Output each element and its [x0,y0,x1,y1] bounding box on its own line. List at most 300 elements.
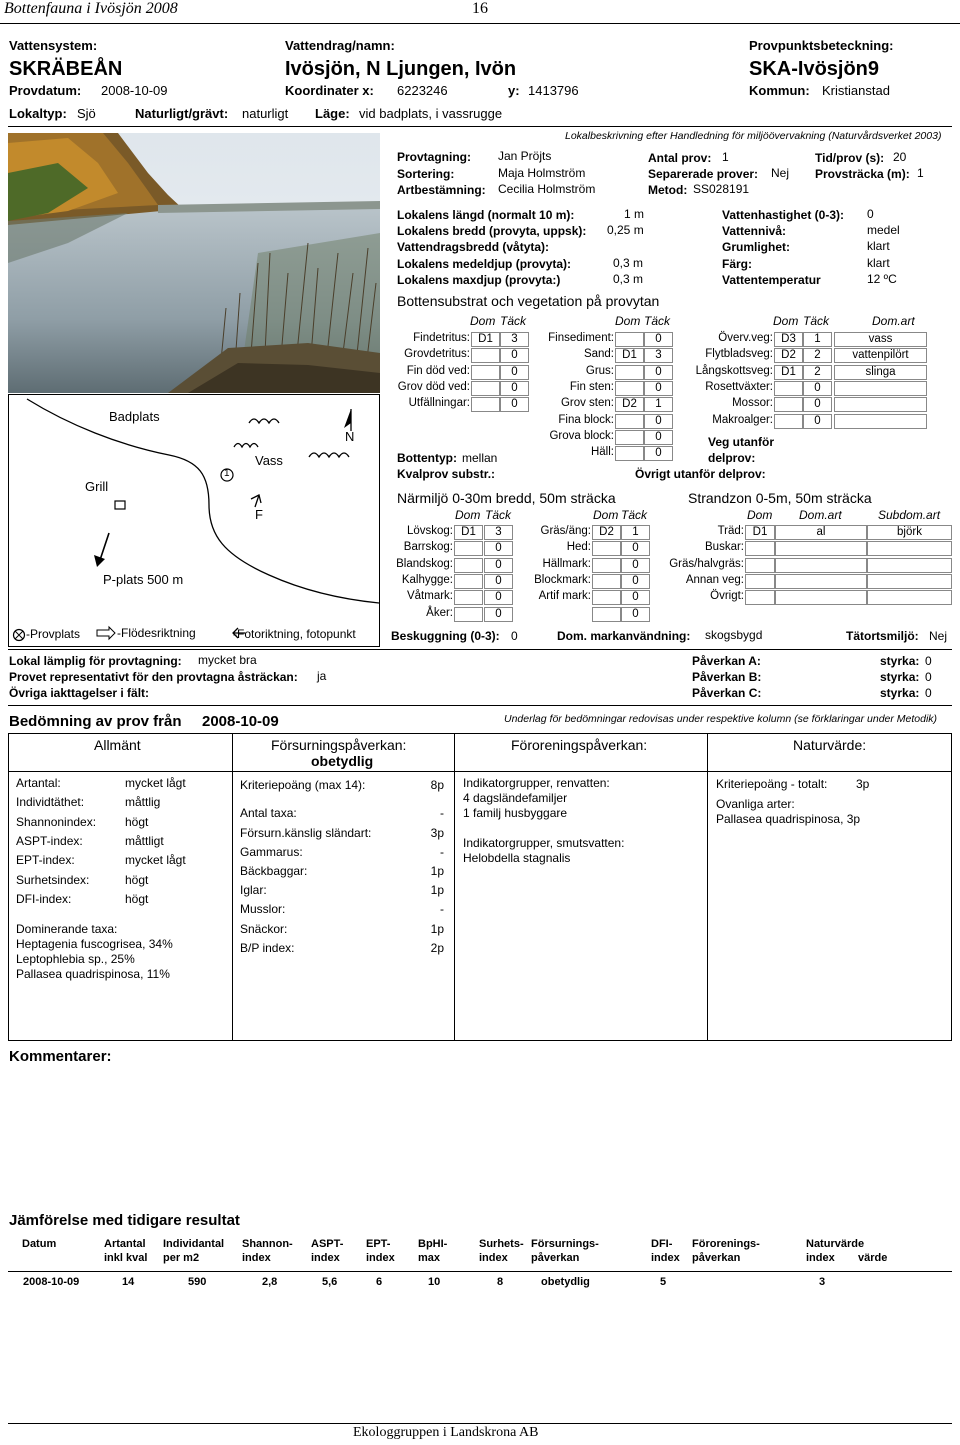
paverkan-styrka-label: styrka: [880,654,920,668]
forsurning-row-label: Bäckbaggar: [240,864,308,878]
markanvandning-label: Dom. markanvändning: [557,629,691,643]
jamforelse-header: BpHI- [418,1238,448,1250]
nar-col1-tack: 0 [484,590,513,605]
sub-col3-dom [774,381,803,396]
provpunkt-value: SKA-Ivösjön9 [749,58,880,80]
strandzon-dom-header: Dom [747,508,773,522]
jamforelse-header: Förorenings- [692,1238,760,1250]
sub-col2-tack: 0 [644,414,673,429]
maxdjup-value: 0,3 m [613,272,644,286]
kvalprov-label: Kvalprov substr.: [397,467,496,481]
substrat-title: Bottensubstrat och vegetation på provytan [397,293,660,309]
substrat-col3-dom-header: Dom [773,314,799,328]
paverkan-label: Påverkan C: [692,686,762,700]
sub-col2-tack: 0 [644,446,673,461]
strandzon-label: Annan veg: [685,573,744,586]
langd-label: Lokalens längd (normalt 10 m): [397,208,575,222]
sub-col1-tack: 0 [500,365,529,380]
forsurning-row-value: - [440,806,444,820]
nar-col2-dom [592,558,621,573]
sub-col2-tack: 0 [644,381,673,396]
koordinat-y-value: 1413796 [528,83,579,98]
antal-prov-label: Antal prov: [648,151,712,165]
sub-col3-tack: 0 [803,381,832,396]
sub-col3-label: Överv.veg: [718,332,773,344]
sub-col3-dom [774,397,803,412]
nar-col1-label: Kalhygge: [401,573,453,586]
allmant-row-value: högt [125,814,149,829]
allmant-row-value: högt [125,872,149,887]
forsurning-row-label: B/P index: [240,941,295,955]
strandzon-subdomart [867,558,952,573]
lokalbeskrivning-note: Lokalbeskrivning efter Handledning för miljöövervakning (Naturvårdsverket 2003) [565,130,942,142]
jamforelse-title: Jämförelse med tidigare resultat [9,1212,240,1229]
sub-col1-tack: 0 [500,381,529,396]
bedomning-title: Bedömning av prov från [9,713,182,730]
sub-col2-dom [615,430,644,445]
map-label-badplats: Badplats [109,409,160,424]
kommun-label: Kommun: [749,83,810,98]
vattenniva-value: medel [867,223,900,237]
forsurning-row-label: Gammarus: [240,845,303,859]
forsurning-row-value: 1p [430,864,444,878]
paverkan-styrka-label: styrka: [880,670,920,684]
legend-provplats: -Provplats [26,627,81,641]
nar-col1-label: Lövskog: [406,525,453,537]
fororening-header: Föroreningspåverkan: [511,737,648,753]
vattentemperatur-label: Vattentemperatur [722,273,821,287]
strandzon-subdomart: björk [867,525,952,540]
narmiljo-col1-tack-header: Täck [485,508,512,522]
sub-col3-art: slinga [834,365,927,380]
naturvarde-kriterie-label: Kriteriepoäng - totalt: [716,777,828,791]
nar-col2-dom [592,541,621,556]
fororening-line: Indikatorgrupper, smutsvatten: [463,836,625,850]
nar-col2-tack: 0 [621,558,650,573]
forsurning-row-label: Musslor: [240,902,286,916]
narmiljo-title: Närmiljö 0-30m bredd, 50m sträcka [397,490,616,506]
jamforelse-cell: 5 [660,1276,667,1288]
ovrigt-utanfor-label: Övrigt utanför delprov: [635,467,766,481]
provdatum-label: Provdatum: [9,83,82,98]
sub-col3-art: vass [834,332,927,347]
page-number: 16 [472,0,488,17]
jamforelse-cell: 6 [376,1276,383,1288]
ovanliga-arter-label: Ovanliga arter: [716,797,795,811]
antal-prov-value: 1 [722,150,729,164]
sub-col2-dom [615,414,644,429]
allmant-row-value: mycket lågt [125,776,186,790]
sub-col2-tack: 0 [644,430,673,445]
hastighet-value: 0 [867,207,874,221]
forsurning-header: Försurningspåverkan: [271,737,407,753]
jamforelse-header: Naturvärde [806,1238,865,1250]
forsurning-row-label: Snäckor: [240,922,288,936]
jamforelse-header: DFI- [651,1238,673,1250]
grumlighet-value: klart [867,239,890,253]
strandzon-domart-header: Dom.art [799,508,842,522]
vattendragsbredd-label: Vattendragsbredd (våtyta): [397,240,550,254]
sub-col1-tack: 0 [500,348,529,363]
nar-col1-label: Åker: [426,606,453,619]
dominerande-taxon: Leptophlebia sp., 25% [16,952,135,966]
fororening-line: 1 familj husbyggare [463,806,568,820]
bedomning-note: Underlag för bedömningar redovisas under respektive kolumn (se förklaringar under Metodik) [504,713,938,725]
jamforelse-header-sub: index [242,1252,271,1264]
sub-col2-label: Grov sten: [560,397,614,410]
dominerande-taxon: Pallasea quadrispinosa, 11% [16,967,170,981]
jamforelse-header-sub: värde [858,1252,888,1264]
paverkan-styrka-value: 0 [925,670,932,684]
sub-col1-label: Findetritus: [413,332,470,344]
dominerande-label: Dominerande taxa: [16,922,118,936]
jamforelse-header-sub: index [806,1252,835,1264]
sub-col1-dom [471,381,500,396]
nar-col1-label: Blandskog: [396,557,453,570]
substrat-col1-tack-header: Täck [500,314,527,328]
provtagning-value: Jan Pröjts [498,149,552,163]
allmant-row-label: Individtäthet: [16,795,85,810]
representativt-label: Provet representativt för den provtagna åsträckan: [9,670,298,684]
separerade-label: Separerade prover: [648,167,759,181]
jamforelse-header-sub: påverkan [692,1252,741,1264]
sub-col2-dom [615,446,644,461]
sub-col2-dom: D1 [615,348,644,363]
sub-col3-dom [774,414,803,429]
nar-col1-tack: 0 [484,574,513,589]
substrat-col2-tack-header: Täck [644,314,671,328]
artbestamning-label: Artbestämning: [397,183,486,197]
provstracka-value: 1 [917,166,924,180]
veg-utanfor-label: Veg utanför [708,435,775,449]
sub-col2-label: Finsediment: [548,332,614,344]
nar-col2-label: Hällmark: [542,557,591,570]
forsurning-value: obetydlig [311,753,374,769]
separerade-value: Nej [771,166,790,180]
strandzon-dom [745,590,775,605]
koordinat-y-label: y: [508,83,520,98]
hastighet-label: Vattenhastighet (0-3): [722,208,845,222]
sub-col3-art [834,381,927,396]
jamforelse-header: ASPT- [311,1238,344,1250]
naturligt-label: Naturligt/grävt: [135,106,229,121]
map-label-f: F [255,507,263,522]
strandzon-domart [775,574,867,589]
nar-col2-dom: D2 [592,525,621,540]
tidprov-value: 20 [893,150,907,164]
bredd-value: 0,25 m [607,223,644,237]
sub-col2-tack: 0 [644,332,673,347]
provpunkt-label: Provpunktsbeteckning: [749,38,894,53]
jamforelse-header: EPT- [366,1238,391,1250]
sub-col2-label: Häll: [590,446,614,459]
sub-col3-dom: D2 [774,348,803,363]
jamforelse-header: Försurnings- [531,1238,599,1250]
substrat-col3-domart-header: Dom.art [872,314,915,328]
nar-col2-label: Artif mark: [538,590,591,603]
jamforelse-cell: 5,6 [322,1276,338,1288]
sub-col3-tack: 1 [803,332,832,347]
jamforelse-header-sub: max [418,1252,441,1264]
nar-col2-dom [592,590,621,605]
ovanliga-arter-value: Pallasea quadrispinosa, 3p [716,812,861,826]
vattensystem-label: Vattensystem: [9,38,98,53]
nar-col2-tack: 0 [621,574,650,589]
forsurning-row-value: 8p [430,778,444,792]
sub-col1-label: Utfällningar: [408,397,470,410]
legend-flodesriktning: -Flödesriktning [117,626,196,640]
report-title: Bottenfauna i Ivösjön 2008 [4,0,178,17]
jamforelse-header-sub: påverkan [531,1252,580,1264]
kommentarer-label: Kommentarer: [9,1048,112,1065]
allmant-row-value: måttlig [125,795,161,810]
markanvandning-value: skogsbygd [705,628,763,642]
sub-col2-dom [615,381,644,396]
jamforelse-header-sub: inkl kval [104,1252,148,1264]
jamforelse-header: Individantal [163,1238,225,1250]
nar-col2-tack: 0 [621,607,650,622]
lamplig-label: Lokal lämplig för provtagning: [9,654,182,668]
sub-col3-dom: D3 [774,332,803,347]
sub-col3-tack: 2 [803,348,832,363]
allmant-header: Allmänt [94,737,141,753]
provtagning-label: Provtagning: [397,150,471,164]
farg-label: Färg: [722,257,752,271]
site-map [8,394,380,647]
dominerande-taxon: Heptagenia fuscogrisea, 34% [16,937,173,951]
provdatum-value: 2008-10-09 [101,83,168,98]
sub-col1-dom [471,365,500,380]
farg-value: klart [867,256,890,270]
sub-col2-tack: 0 [644,365,673,380]
paverkan-label: Påverkan B: [692,670,762,684]
strandzon-domart [775,558,867,573]
fororening-line: Indikatorgrupper, renvatten: [463,776,610,790]
sub-col3-tack: 0 [803,397,832,412]
sub-col2-tack: 3 [644,348,673,363]
allmant-row-label: DFI-index: [16,891,72,906]
medeldjup-value: 0,3 m [613,256,644,270]
forsurning-row-value: - [440,902,444,916]
forsurning-row-label: Antal taxa: [240,806,297,820]
jamforelse-cell: 8 [497,1276,504,1288]
sub-col1-label: Fin död ved: [406,364,470,377]
jamforelse-header: Artantal [104,1238,146,1250]
strandzon-subdomart [867,574,952,589]
fororening-line: 4 dagsländefamiljer [463,791,568,805]
sub-col1-tack: 3 [500,332,529,347]
grumlighet-label: Grumlighet: [722,240,790,254]
forsurning-row-value: 3p [430,826,444,840]
jamforelse-cell: 14 [122,1276,135,1288]
bottentyp-label: Bottentyp: [397,451,457,465]
paverkan-styrka-label: styrka: [880,686,920,700]
sub-col2-label: Grus: [585,364,614,377]
lokaltyp-label: Lokaltyp: [9,106,67,121]
strandzon-title: Strandzon 0-5m, 50m sträcka [688,490,872,506]
forsurning-row-value: 2p [430,941,444,955]
koordinat-x-value: 6223246 [397,83,448,98]
strandzon-dom [745,558,775,573]
sub-col3-tack: 2 [803,365,832,380]
vattenniva-label: Vattennivå: [722,224,787,238]
allmant-row-value: måttligt [125,833,164,848]
sub-col1-label: Grovdetritus: [404,348,470,361]
nar-col1-dom [454,574,483,589]
jamforelse-header: Surhets- [479,1238,524,1250]
strandzon-subdomart [867,590,952,605]
nar-col1-dom [454,590,483,605]
sub-col1-tack: 0 [500,397,529,412]
strandzon-domart [775,590,867,605]
nar-col1-dom [454,541,483,556]
nar-col1-label: Våtmark: [406,590,453,603]
nar-col1-label: Barrskog: [403,541,453,554]
vattentemperatur-value: 12 ºC [867,272,897,286]
naturligt-value: naturligt [242,106,289,121]
artbestamning-value: Cecilia Holmström [498,182,596,196]
jamforelse-header-sub: index [366,1252,395,1264]
north-arrow-label: N [345,429,355,444]
sub-col2-label: Fin sten: [569,380,614,393]
map-label-grill: Grill [85,479,109,494]
koordinat-x-label: Koordinater x: [285,83,374,98]
legend-fotoriktning: -Fotoriktning, fotopunkt [233,627,356,641]
lokaltyp-value: Sjö [77,106,96,121]
allmant-row-label: ASPT-index: [16,833,83,848]
lamplig-value: mycket bra [198,653,257,667]
allmant-row-value: högt [125,891,149,906]
jamforelse-cell: obetydlig [541,1276,590,1288]
ovriga-iakttagelser-label: Övriga iakttagelser i fält: [9,686,150,700]
paverkan-label: Påverkan A: [692,654,761,668]
sub-col2-label: Fina block: [558,413,614,426]
strandzon-dom: D1 [745,525,775,540]
bedomning-date: 2008-10-09 [202,713,279,730]
strandzon-label: Buskar: [705,541,744,554]
fororening-line: Helobdella stagnalis [463,851,571,865]
narmiljo-col1-dom-header: Dom [455,508,481,522]
beskuggning-value: 0 [511,629,518,643]
bottentyp-value: mellan [462,451,498,465]
sub-col3-art [834,397,927,412]
narmiljo-col2-tack-header: Täck [621,508,648,522]
nar-col2-label: Hed: [566,541,591,554]
lage-value: vid badplats, i vassrugge [359,106,503,121]
strandzon-dom [745,574,775,589]
nar-col2-tack: 0 [621,541,650,556]
forsurning-row-value: - [440,845,444,859]
sortering-label: Sortering: [397,167,455,181]
sub-col3-label: Mossor: [732,397,773,410]
forsurning-row-label: Iglar: [240,883,267,897]
jamforelse-cell: 10 [428,1276,441,1288]
sub-col3-label: Makroalger: [712,413,773,426]
allmant-row-label: Surhetsindex: [16,872,90,887]
jamforelse-header-sub: index [479,1252,508,1264]
nar-col1-tack: 0 [484,541,513,556]
allmant-row-value: mycket lågt [125,853,186,868]
sub-col2-label: Grova block: [549,429,614,442]
sub-col2-label: Sand: [583,348,614,361]
substrat-col2-dom-header: Dom [615,314,641,328]
nar-col1-tack: 0 [484,558,513,573]
jamforelse-header: Shannon- [242,1238,293,1250]
langd-value: 1 m [624,207,645,221]
nar-col2-dom [592,607,621,622]
nar-col2-tack: 0 [621,590,650,605]
kommun-value: Kristianstad [822,83,890,98]
sub-col2-dom: D2 [615,397,644,412]
map-label-pplats: P-plats 500 m [103,572,184,587]
metod-label: Metod: [648,183,688,197]
jamforelse-cell: 590 [188,1276,207,1288]
allmant-row-label: Shannonindex: [16,814,97,829]
nar-col1-dom: D1 [454,525,483,540]
allmant-row-label: EPT-index: [16,853,75,868]
jamforelse-header-sub: index [311,1252,340,1264]
jamforelse-cell: 2,8 [262,1276,278,1288]
tatortsmiljo-value: Nej [929,629,948,643]
delprov-label: delprov: [708,451,756,465]
sub-col2-dom [615,365,644,380]
bredd-label: Lokalens bredd (provyta, uppsk): [397,224,587,238]
nar-col2-dom [592,574,621,589]
sub-col1-dom [471,397,500,412]
tidprov-label: Tid/prov (s): [815,151,885,165]
strandzon-label: Gräs/halvgräs: [669,557,744,570]
sub-col3-art [834,414,927,429]
substrat-col1-dom-header: Dom [470,314,496,328]
strandzon-label: Träd: [717,525,744,537]
sortering-value: Maja Holmström [498,166,586,180]
strandzon-subdomart [867,541,952,556]
lage-label: Läge: [315,106,350,121]
forsurning-row-value: 1p [430,883,444,897]
nar-col1-tack: 0 [484,607,513,622]
beskuggning-label: Beskuggning (0-3): [391,629,500,643]
map-label-vass: Vass [255,453,283,468]
allmant-row-label: Artantal: [16,776,61,790]
sub-col3-label: Långskottsveg: [695,364,773,377]
jamforelse-header: Datum [22,1238,57,1250]
strandzon-dom [745,541,775,556]
narmiljo-col2-dom-header: Dom [593,508,619,522]
substrat-col3-tack-header: Täck [803,314,830,328]
sub-col3-dom: D1 [774,365,803,380]
jamforelse-cell: 2008-10-09 [23,1276,80,1288]
sub-col2-tack: 1 [644,397,673,412]
strandzon-label: Övrigt: [710,590,744,603]
provstracka-label: Provsträcka (m): [815,167,910,181]
nar-col1-dom [454,607,483,622]
jamforelse-cell: 3 [819,1276,826,1288]
forsurning-row-label: Kriteriepoäng (max 14): [240,778,366,792]
vattensystem-value: SKRÄBEÅN [9,58,123,80]
nar-col2-label: Gräs/äng: [540,525,591,537]
site-photo [8,133,380,393]
nar-col2-tack: 1 [621,525,650,540]
naturvarde-header: Naturvärde: [793,737,867,753]
vattendrag-label: Vattendrag/namn: [285,38,395,53]
paverkan-styrka-value: 0 [925,686,932,700]
tatortsmiljo-label: Tätortsmiljö: [846,629,919,643]
vattendrag-value: Ivösjön, N Ljungen, Ivön [285,58,517,80]
footer-company: Ekologgruppen i Landskrona AB [353,1425,539,1440]
strandzon-subdomart-header: Subdom.art [878,508,941,522]
nar-col1-tack: 3 [484,525,513,540]
sub-col3-label: Flytbladsveg: [705,348,773,361]
